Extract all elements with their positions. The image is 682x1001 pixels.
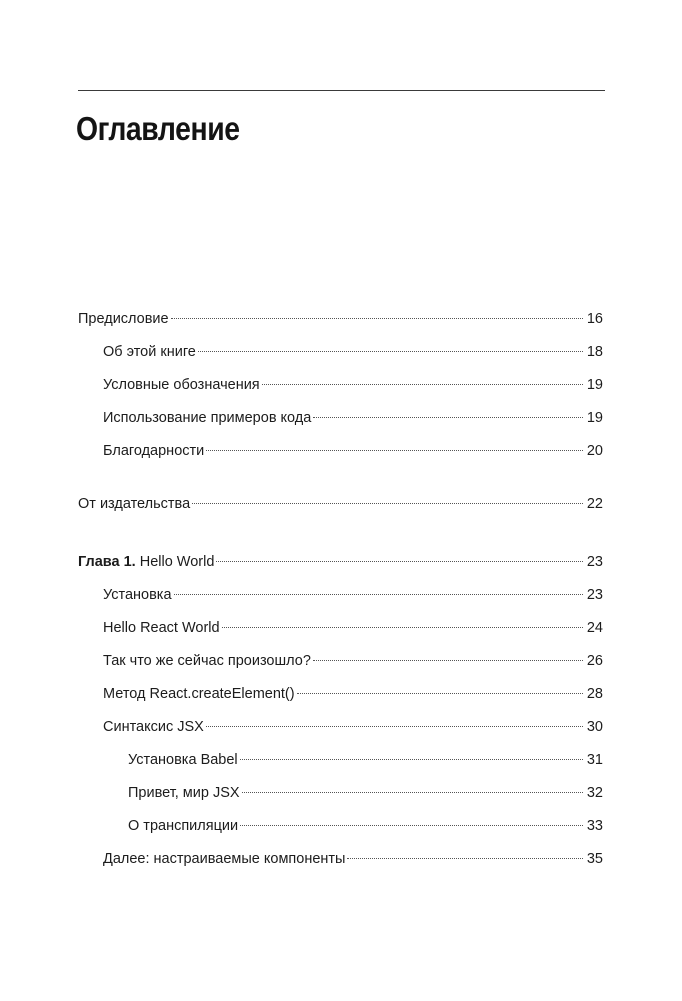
chapter-prefix: Глава 1. xyxy=(78,554,136,570)
toc-entry-page: 23 xyxy=(586,587,603,603)
dot-leader xyxy=(206,450,583,451)
toc-entry-page: 16 xyxy=(586,311,603,327)
toc-entry-page: 31 xyxy=(586,752,603,768)
toc-entry-page: 24 xyxy=(586,620,603,636)
toc-entry-page: 23 xyxy=(586,554,603,570)
dot-leader xyxy=(206,726,583,727)
toc-entry-title: О транспиляции xyxy=(128,818,239,834)
toc-entry-code-examples xyxy=(103,408,603,428)
toc-entry-title: Синтаксис JSX xyxy=(103,719,204,735)
toc-entry-title: Предисловие xyxy=(78,311,169,327)
toc-entry-jsx-syntax xyxy=(103,717,603,737)
toc-entry-title: Hello React World xyxy=(103,620,220,636)
toc-entry-title: Далее: настраиваемые компоненты xyxy=(103,851,346,867)
toc-entry-what-happened xyxy=(103,651,603,671)
toc-entry-conventions xyxy=(103,375,603,395)
dot-leader xyxy=(174,594,583,595)
toc-entry-install-babel xyxy=(128,750,603,770)
toc-entry-installation xyxy=(103,585,603,605)
toc-entry-custom-components xyxy=(103,849,603,869)
dot-leader xyxy=(242,792,583,793)
toc-entry-title: Об этой книге xyxy=(103,344,196,360)
toc-entry-page: 30 xyxy=(586,719,603,735)
toc-entry-title: Условные обозначения xyxy=(103,377,260,393)
toc-entry-page: 33 xyxy=(586,818,603,834)
toc-entry-page: 32 xyxy=(586,785,603,801)
toc-entry-from-publisher xyxy=(78,494,603,514)
dot-leader xyxy=(171,318,583,319)
dot-leader xyxy=(192,503,583,504)
dot-leader xyxy=(240,759,583,760)
toc-entry-page: 20 xyxy=(586,443,603,459)
dot-leader xyxy=(262,384,583,385)
chapter-title: Hello World xyxy=(135,554,215,570)
toc-entry-title: Привет, мир JSX xyxy=(128,785,240,801)
toc-entry-create-element xyxy=(103,684,603,704)
dot-leader xyxy=(216,561,582,562)
toc-entry-title: От издательства xyxy=(78,496,191,512)
toc-entry-hello-jsx xyxy=(128,783,603,803)
page-title: Оглавление xyxy=(76,110,240,147)
toc-entry-title: Использование примеров кода xyxy=(103,410,312,426)
toc-entry-preface xyxy=(78,309,603,329)
toc-entry-transpiling xyxy=(128,816,603,836)
dot-leader xyxy=(313,417,583,418)
toc-entry-about-book xyxy=(103,342,603,362)
toc-entry-chapter-1 xyxy=(78,552,603,572)
dot-leader xyxy=(347,858,582,859)
toc-entry-page: 19 xyxy=(586,410,603,426)
toc-entry-title: Благодарности xyxy=(103,443,205,459)
toc-entry-title xyxy=(78,552,214,572)
toc-entry-acknowledgements xyxy=(103,441,603,461)
toc-entry-title: Метод React.createElement() xyxy=(103,686,295,702)
dot-leader xyxy=(240,825,583,826)
dot-leader xyxy=(222,627,583,628)
toc-entry-page: 35 xyxy=(586,851,603,867)
toc-entry-page: 18 xyxy=(586,344,603,360)
toc-entry-page: 19 xyxy=(586,377,603,393)
toc-entry-title: Установка Babel xyxy=(128,752,238,768)
dot-leader xyxy=(313,660,583,661)
toc-entry-page: 22 xyxy=(586,496,603,512)
toc-entry-hello-react-world xyxy=(103,618,603,638)
dot-leader xyxy=(198,351,583,352)
toc-entry-page: 28 xyxy=(586,686,603,702)
toc-entry-title: Так что же сейчас произошло? xyxy=(103,653,311,669)
dot-leader xyxy=(297,693,583,694)
toc-entry-page: 26 xyxy=(586,653,603,669)
toc-entry-title: Установка xyxy=(103,587,172,603)
